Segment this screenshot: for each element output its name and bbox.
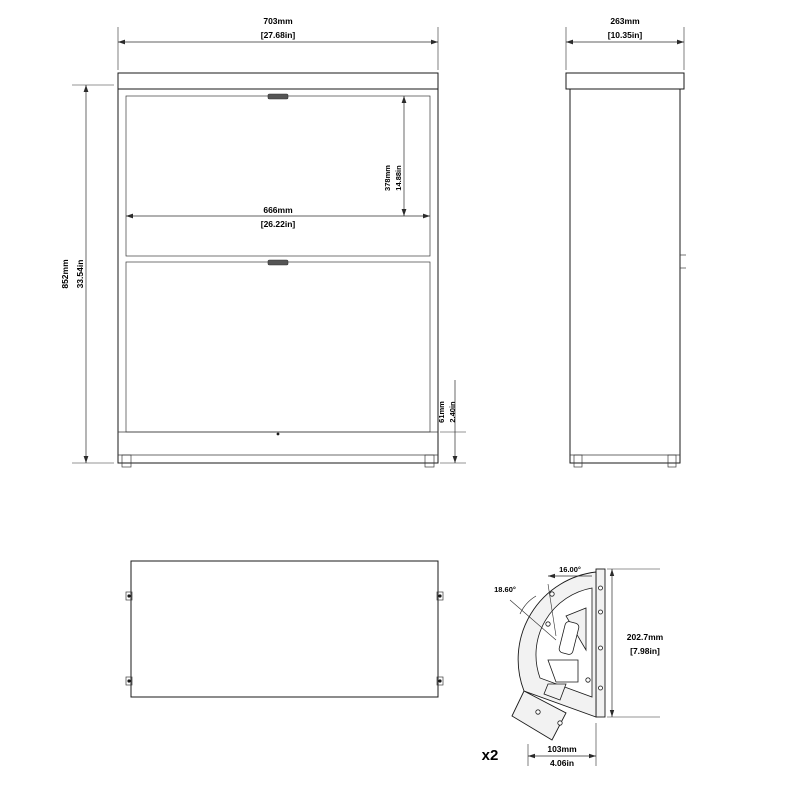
hinge-angle-large-label: 18.60°: [494, 585, 516, 594]
top-mark-4: [438, 679, 441, 682]
hinge-angle-small-label: 16.00°: [559, 565, 581, 574]
hinge-hole-d: [599, 686, 603, 690]
side-top-panel: [566, 73, 684, 89]
hinge-width-mm-label: 103mm: [547, 744, 577, 754]
side-foot-right: [668, 455, 676, 467]
hinge-arm-hole-1: [536, 710, 540, 714]
front-center-mark: [277, 433, 280, 436]
hinge-hole-c: [599, 646, 603, 650]
front-lower-handle: [268, 260, 288, 265]
front-foot-right: [425, 455, 434, 467]
front-inner-width-in-label: [26.22in]: [260, 219, 296, 229]
front-door-height-mm-label: 378mm: [383, 165, 392, 191]
dim-front-inner-width: [126, 205, 430, 229]
hinge-mount-plate: [596, 569, 605, 717]
front-foot-left: [122, 455, 131, 467]
front-upper-handle: [268, 94, 288, 99]
front-plinth-in-label: 2.40in: [448, 401, 457, 423]
front-carcass: [118, 89, 438, 463]
front-elevation-view: [118, 73, 438, 467]
hinge-hole-b: [599, 610, 603, 614]
side-depth-mm-label: 263mm: [610, 16, 640, 26]
hinge-pivot-hole-2: [546, 622, 550, 626]
front-lower-door: [126, 262, 430, 432]
side-depth-in-label: [10.35in]: [607, 30, 643, 40]
hinge-length-in-label: [7.98in]: [630, 646, 660, 656]
front-width-mm-label: 703mm: [263, 16, 293, 26]
side-elevation-view: [566, 73, 686, 467]
dim-front-door-height: [383, 96, 406, 216]
top-mark-1: [127, 594, 130, 597]
top-mark-3: [438, 594, 441, 597]
front-height-mm-label: 852mm: [60, 259, 70, 289]
hinge-pivot-hole-1: [550, 592, 554, 596]
front-width-in-label: [27.68in]: [260, 30, 296, 40]
top-mark-2: [127, 679, 130, 682]
front-plinth-mm-label: 61mm: [437, 401, 446, 423]
top-plan-view: [126, 561, 443, 697]
dim-front-plinth-height: [437, 380, 466, 463]
front-door-height-in-label: 14.88in: [394, 165, 403, 191]
front-inner-width-mm-label: 666mm: [263, 205, 293, 215]
hinge-quantity-label: x2: [481, 747, 499, 764]
hinge-length-mm-label: 202.7mm: [626, 632, 664, 642]
top-panel-outline: [131, 561, 438, 697]
hinge-arm-hole-2: [558, 721, 562, 725]
hinge-hole-a: [599, 586, 603, 590]
front-top-panel: [118, 73, 438, 89]
front-height-in-label: 33.54in: [75, 259, 85, 289]
hinge-width-in-label: 4.06in: [549, 758, 575, 768]
hinge-detail-view: [482, 565, 664, 768]
side-carcass: [570, 89, 680, 463]
hinge-pivot-hole-3: [586, 678, 590, 682]
dim-front-overall-height: [60, 85, 114, 463]
side-foot-left: [574, 455, 582, 467]
dim-front-overall-width: [118, 16, 438, 70]
dim-side-depth: [566, 16, 684, 70]
